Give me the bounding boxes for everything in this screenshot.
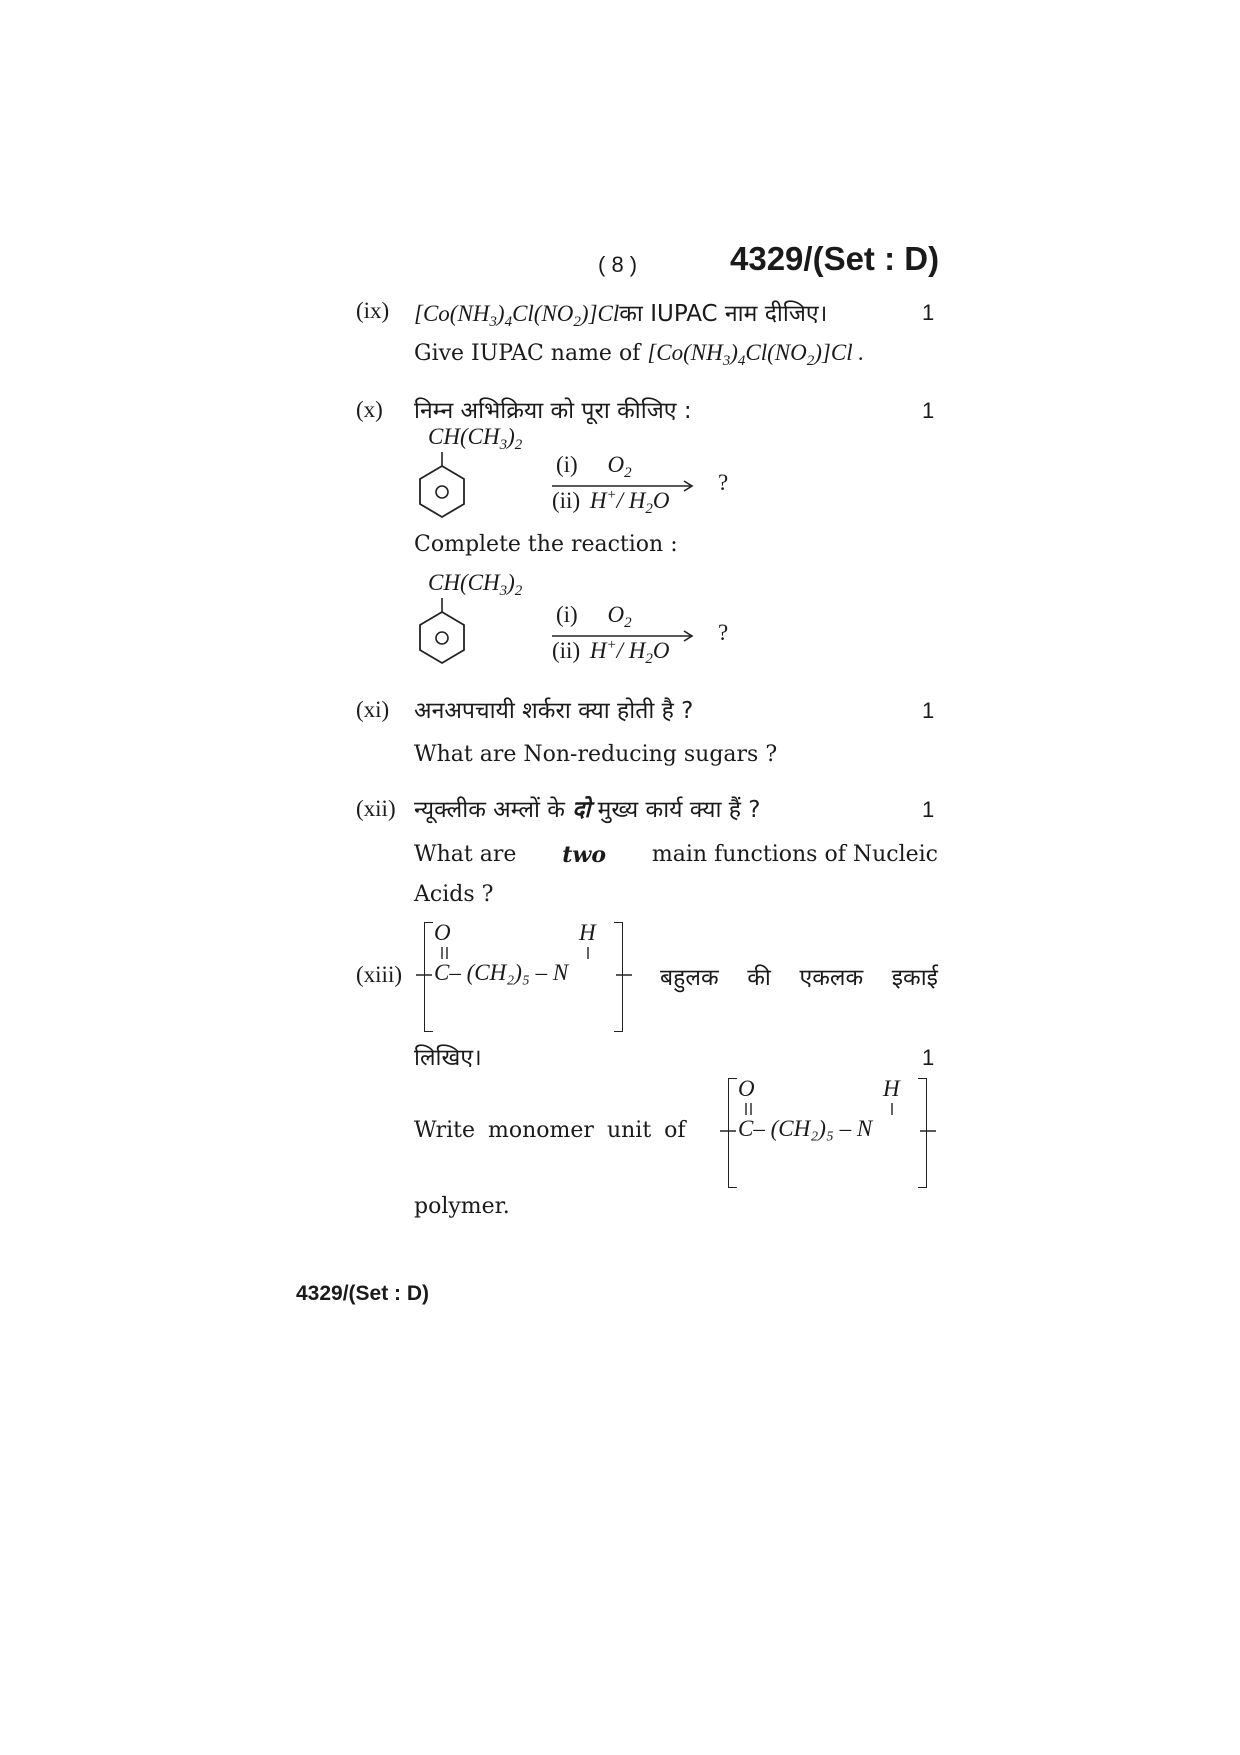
atom-nitrogen: N — [552, 960, 569, 985]
marks-xi: 1 — [922, 698, 935, 723]
isopropyl-group-2: $CH(CH_3)_2$ — [428, 570, 523, 599]
reagent-step-2-b — [552, 637, 670, 667]
polymer-repeat-unit-2: C– (CH₂)₅ – N — [738, 1116, 873, 1141]
marks-xiii: 1 — [922, 1045, 935, 1070]
reagent-step-1 — [556, 452, 632, 481]
question-xiii-hindi — [660, 960, 938, 992]
step-2-label: (ii) — [552, 488, 581, 513]
atom-oxygen-2: O — [738, 1076, 755, 1101]
paper-code-footer: 4329/(Set : D) — [296, 1282, 430, 1305]
question-xii-hindi-pre: न्यूक्लीक अम्लों के — [414, 797, 565, 823]
reagent-oxygen: $O_2$ — [607, 452, 632, 481]
question-xii-english-pre: What are — [414, 842, 517, 867]
question-x-hindi: निम्न अभिक्रिया को पूरा कीजिए : — [414, 398, 692, 424]
atom-hydrogen: H — [579, 920, 596, 945]
reagent-step-1-b — [556, 602, 632, 631]
step-2-label-b: (ii) — [552, 638, 581, 663]
atom-carbon: C — [434, 960, 450, 985]
marks-ix: 1 — [922, 300, 935, 325]
question-xii-hindi — [414, 792, 760, 824]
complex-formula-en: $[Co(NH_3)_4Cl(NO_2)]Cl$ . — [647, 340, 865, 369]
question-number-ix: (ix) — [356, 298, 390, 323]
reagent-acid-water: H+/ $H_2O$ — [589, 487, 670, 517]
isopropyl-group: $CH(CH_3)_2$ — [428, 424, 523, 453]
reagent-acid-water-b: H+/ $H_2O$ — [589, 637, 670, 667]
marks-xii: 1 — [922, 797, 935, 822]
hindi-word-1: बहुलक — [660, 965, 719, 991]
question-number-xiii: (xiii) — [356, 962, 402, 987]
methylene-chain-2: (CH₂)₅ — [770, 1116, 834, 1141]
question-ix-english-text: Give IUPAC name of — [414, 341, 641, 366]
paper-code-header: 4329/(Set : D) — [730, 240, 940, 277]
atom-oxygen: O — [434, 920, 451, 945]
step-1-label-b: (i) — [556, 602, 578, 627]
polymer-repeat-unit: C– (CH₂)₅ – N — [434, 960, 569, 985]
marks-x: 1 — [922, 398, 935, 423]
question-xi-hindi: अनअपचायी शर्करा क्या होती है ? — [414, 698, 694, 724]
hindi-word-3: एकलक — [799, 965, 864, 991]
question-xii-english-line2: Acids ? — [414, 882, 494, 907]
question-xii-english-bold: two — [562, 842, 607, 868]
question-xii-english-post: main functions of Nucleic — [651, 842, 938, 867]
atom-hydrogen-2: H — [883, 1076, 900, 1101]
question-x-english: Complete the reaction : — [414, 532, 678, 557]
question-xiii-hindi-line2: लिखिए। — [414, 1045, 482, 1071]
question-ix-hindi-text: का IUPAC नाम दीजिए। — [619, 301, 828, 327]
methylene-chain: (CH₂)₅ — [466, 960, 530, 985]
page-number: ( 8 ) — [598, 252, 638, 277]
question-xiii-english-post: polymer. — [414, 1194, 510, 1219]
atom-nitrogen-2: N — [856, 1116, 873, 1141]
question-ix-hindi — [414, 296, 827, 328]
atom-carbon-2: C — [738, 1116, 754, 1141]
benzene-ring-icon — [412, 452, 472, 518]
hindi-word-2: की — [747, 965, 771, 991]
question-xi-english: What are Non-reducing sugars ? — [414, 742, 778, 767]
question-number-x: (x) — [356, 397, 383, 422]
question-xii-hindi-bold: दो — [572, 797, 591, 823]
question-xiii-english: Write monomer unit of — [414, 1118, 686, 1143]
reagent-step-2 — [552, 487, 670, 517]
reaction-product-2: ? — [718, 620, 729, 645]
step-1-label: (i) — [556, 452, 578, 477]
question-ix-english — [414, 340, 865, 369]
question-xii-hindi-post: मुख्य कार्य क्या हैं ? — [597, 797, 761, 823]
question-xii-english — [414, 842, 938, 868]
reagent-oxygen-b: $O_2$ — [607, 602, 632, 631]
complex-formula: $[Co(NH_3)_4Cl(NO_2)]Cl$ — [414, 301, 620, 330]
question-number-xi: (xi) — [356, 697, 390, 722]
reaction-product: ? — [718, 470, 729, 495]
question-number-xii: (xii) — [356, 796, 396, 821]
hindi-word-4: इकाई — [891, 965, 938, 991]
benzene-ring-icon-2 — [412, 598, 472, 664]
